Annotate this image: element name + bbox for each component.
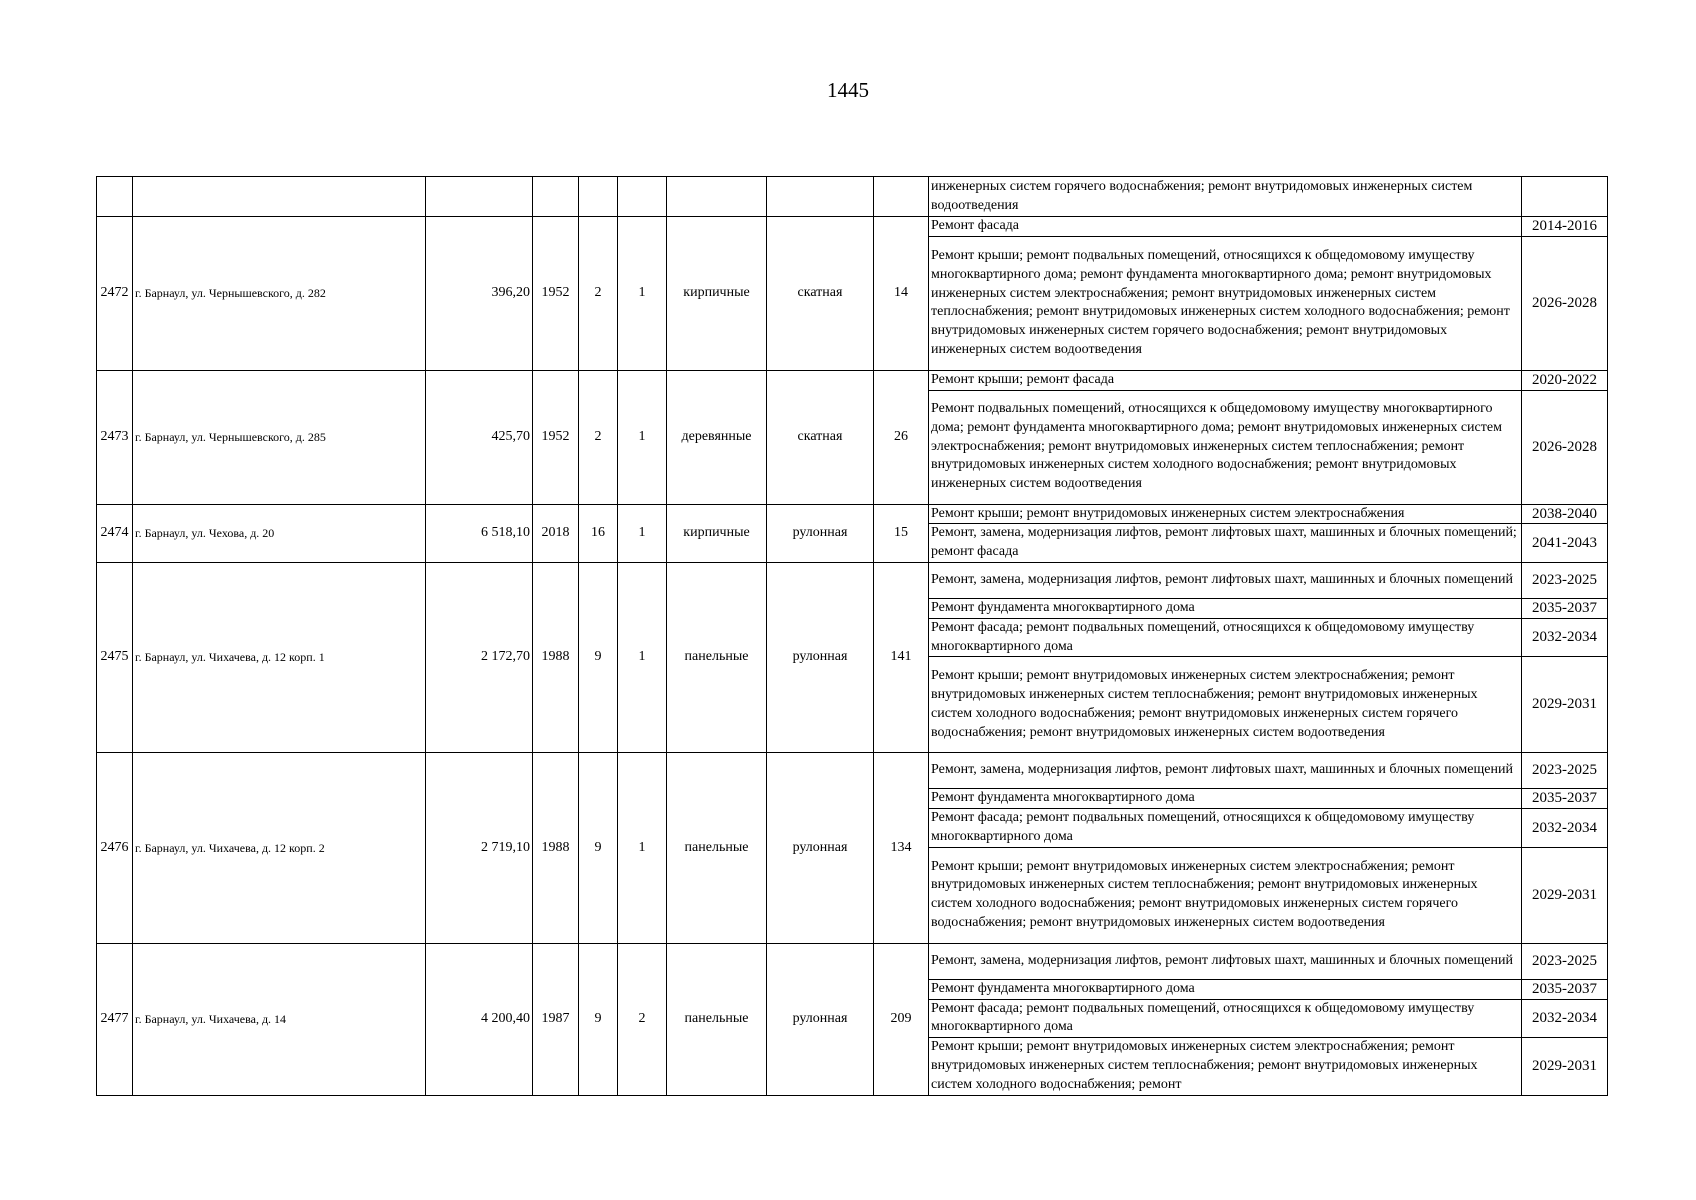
work-description: Ремонт фундамента многоквартирного дома — [929, 598, 1522, 618]
house-number: 2476 — [97, 753, 133, 943]
house-walls: панельные — [667, 943, 767, 1095]
work-description: Ремонт фасада — [929, 217, 1522, 237]
work-description: инженерных систем горячего водоснабжения; ремонт внутридомовых инженерных систем водоотведения — [929, 177, 1522, 217]
house-row — [97, 943, 1608, 979]
house-area: 425,70 — [426, 370, 533, 504]
house-row — [97, 217, 1608, 237]
house-floors: 16 — [579, 504, 618, 562]
work-period: 2029-2031 — [1522, 657, 1608, 753]
house-residents: 15 — [874, 504, 929, 562]
work-period: 2029-2031 — [1522, 1038, 1608, 1096]
page-number: 1445 — [827, 78, 869, 102]
house-walls: кирпичные — [667, 217, 767, 371]
house-area: 6 518,10 — [426, 504, 533, 562]
house-year: 2018 — [533, 504, 579, 562]
work-description: Ремонт, замена, модернизация лифтов, ремонт лифтовых шахт, машинных и блочных помещений — [929, 943, 1522, 979]
work-period: 2038-2040 — [1522, 504, 1608, 524]
work-period: 2023-2025 — [1522, 562, 1608, 598]
year-cell — [533, 177, 579, 217]
house-address: г. Барнаул, ул. Чернышевского, д. 282 — [133, 217, 426, 371]
house-number: 2472 — [97, 217, 133, 371]
work-description: Ремонт фасада; ремонт подвальных помещений, относящихся к общедомовому имуществу многоквартирного дома — [929, 809, 1522, 848]
house-floors: 2 — [579, 217, 618, 371]
house-year: 1952 — [533, 217, 579, 371]
work-description: Ремонт фундамента многоквартирного дома — [929, 789, 1522, 809]
work-period: 2032-2034 — [1522, 809, 1608, 848]
work-period: 2032-2034 — [1522, 618, 1608, 657]
work-period: 2023-2025 — [1522, 943, 1608, 979]
house-entrances: 2 — [618, 943, 667, 1095]
work-period: 2026-2028 — [1522, 390, 1608, 504]
house-row — [97, 562, 1608, 598]
house-entrances: 1 — [618, 217, 667, 371]
house-roof: рулонная — [767, 943, 874, 1095]
work-description: Ремонт крыши; ремонт внутридомовых инженерных систем электроснабжения — [929, 504, 1522, 524]
house-residents: 141 — [874, 562, 929, 752]
work-period: 2014-2016 — [1522, 217, 1608, 237]
house-entrances: 1 — [618, 370, 667, 504]
house-address: г. Барнаул, ул. Чехова, д. 20 — [133, 504, 426, 562]
house-area: 2 719,10 — [426, 753, 533, 943]
work-period: 2020-2022 — [1522, 370, 1608, 390]
work-description: Ремонт фасада; ремонт подвальных помещений, относящихся к общедомовому имуществу многоквартирного дома — [929, 999, 1522, 1038]
work-description: Ремонт подвальных помещений, относящихся к общедомовому имуществу многоквартирного дома; ремонт фундамента многоквартирного дома; ремонт внутридомовых инженерных систем электроснабжения; ремонт внутридомовых инженерных систем теплоснабжения; ремонт внутридомовых инженерных систем холодного водоснабжения; ремонт внутридомовых инженерных систем водоотведения — [929, 390, 1522, 504]
house-floors: 9 — [579, 562, 618, 752]
work-period: 2029-2031 — [1522, 847, 1608, 943]
house-floors: 9 — [579, 753, 618, 943]
work-period: 2035-2037 — [1522, 789, 1608, 809]
house-row — [97, 370, 1608, 390]
house-walls: панельные — [667, 753, 767, 943]
house-row — [97, 504, 1608, 524]
work-period: 2026-2028 — [1522, 236, 1608, 370]
address-cell — [133, 177, 426, 217]
house-entrances: 1 — [618, 753, 667, 943]
work-period: 2041-2043 — [1522, 524, 1608, 563]
house-entrances: 1 — [618, 562, 667, 752]
house-number: 2475 — [97, 562, 133, 752]
house-year: 1987 — [533, 943, 579, 1095]
house-walls: панельные — [667, 562, 767, 752]
house-area: 4 200,40 — [426, 943, 533, 1095]
residents-cell — [874, 177, 929, 217]
house-walls: кирпичные — [667, 504, 767, 562]
num-cell — [97, 177, 133, 217]
house-number: 2473 — [97, 370, 133, 504]
house-roof: рулонная — [767, 753, 874, 943]
work-description: Ремонт крыши; ремонт внутридомовых инженерных систем электроснабжения; ремонт внутридомовых инженерных систем теплоснабжения; ремонт внутридомовых инженерных систем холодного водоснабжения; ремонт внутридомовых инженерных систем горячего водоснабжения; ремонт внутридомовых инженерных систем водоотведения — [929, 657, 1522, 753]
house-address: г. Барнаул, ул. Чихачева, д. 14 — [133, 943, 426, 1095]
work-description: Ремонт, замена, модернизация лифтов, ремонт лифтовых шахт, машинных и блочных помещений; ремонт фасада — [929, 524, 1522, 563]
house-floors: 2 — [579, 370, 618, 504]
roof-cell — [767, 177, 874, 217]
work-period: 2032-2034 — [1522, 999, 1608, 1038]
house-address: г. Барнаул, ул. Чернышевского, д. 285 — [133, 370, 426, 504]
work-description: Ремонт, замена, модернизация лифтов, ремонт лифтовых шахт, машинных и блочных помещений — [929, 562, 1522, 598]
house-area: 2 172,70 — [426, 562, 533, 752]
carryover-row — [97, 177, 1608, 217]
house-residents: 209 — [874, 943, 929, 1095]
work-period: 2035-2037 — [1522, 598, 1608, 618]
entrances-cell — [618, 177, 667, 217]
house-roof: рулонная — [767, 504, 874, 562]
work-description: Ремонт фундамента многоквартирного дома — [929, 979, 1522, 999]
area-cell — [426, 177, 533, 217]
house-area: 396,20 — [426, 217, 533, 371]
house-year: 1952 — [533, 370, 579, 504]
house-floors: 9 — [579, 943, 618, 1095]
work-description: Ремонт крыши; ремонт внутридомовых инженерных систем электроснабжения; ремонт внутридомовых инженерных систем теплоснабжения; ремонт внутридомовых инженерных систем холодного водоснабжения; ремонт — [929, 1038, 1522, 1096]
repair-schedule-table — [96, 176, 1608, 1096]
house-number: 2477 — [97, 943, 133, 1095]
work-period — [1522, 177, 1608, 217]
house-residents: 14 — [874, 217, 929, 371]
house-roof: скатная — [767, 217, 874, 371]
work-description: Ремонт крыши; ремонт фасада — [929, 370, 1522, 390]
walls-cell — [667, 177, 767, 217]
work-description: Ремонт крыши; ремонт подвальных помещений, относящихся к общедомовому имуществу многоквартирного дома; ремонт фундамента многоквартирного дома; ремонт внутридомовых инженерных систем электроснабжения; ремонт внутридомовых инженерных систем теплоснабжения; ремонт внутридомовых инженерных систем холодного водоснабжения; ремонт внутридомовых инженерных систем горячего водоснабжения; ремонт внутридомовых инженерных систем водоотведения — [929, 236, 1522, 370]
house-year: 1988 — [533, 753, 579, 943]
floors-cell — [579, 177, 618, 217]
house-roof: рулонная — [767, 562, 874, 752]
house-entrances: 1 — [618, 504, 667, 562]
house-roof: скатная — [767, 370, 874, 504]
work-period: 2035-2037 — [1522, 979, 1608, 999]
house-walls: деревянные — [667, 370, 767, 504]
house-residents: 26 — [874, 370, 929, 504]
work-description: Ремонт фасада; ремонт подвальных помещений, относящихся к общедомовому имуществу многоквартирного дома — [929, 618, 1522, 657]
house-row — [97, 753, 1608, 789]
work-description: Ремонт крыши; ремонт внутридомовых инженерных систем электроснабжения; ремонт внутридомовых инженерных систем теплоснабжения; ремонт внутридомовых инженерных систем холодного водоснабжения; ремонт внутридомовых инженерных систем горячего водоснабжения; ремонт внутридомовых инженерных систем водоотведения — [929, 847, 1522, 943]
work-period: 2023-2025 — [1522, 753, 1608, 789]
house-number: 2474 — [97, 504, 133, 562]
house-residents: 134 — [874, 753, 929, 943]
house-address: г. Барнаул, ул. Чихачева, д. 12 корп. 1 — [133, 562, 426, 752]
work-description: Ремонт, замена, модернизация лифтов, ремонт лифтовых шахт, машинных и блочных помещений — [929, 753, 1522, 789]
house-year: 1988 — [533, 562, 579, 752]
house-address: г. Барнаул, ул. Чихачева, д. 12 корп. 2 — [133, 753, 426, 943]
